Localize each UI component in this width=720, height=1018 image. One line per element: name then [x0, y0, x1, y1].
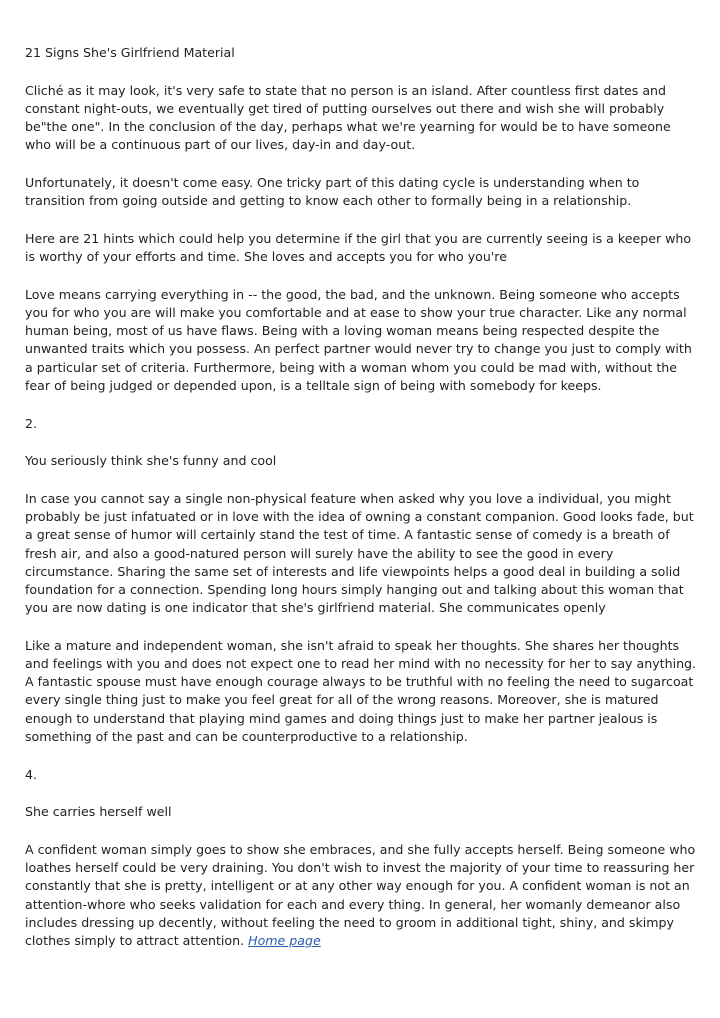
- home-page-link[interactable]: Home page: [248, 933, 321, 949]
- document-page: [25, 44, 697, 970]
- section-4-paragraph: [25, 841, 697, 950]
- intro-paragraph-2: Unfortunately, it doesn't come easy. One tricky part of this dating cycle is understanding when to transition from going outside and getting to know each other to formally being in a relationship.: [25, 175, 640, 209]
- intro-paragraph-3: Here are 21 hints which could help you determine if the girl that you are currently seeing is a keeper who is worthy of your efforts and time. She loves and accepts you for who you're: [25, 230, 692, 265]
- section-2-body: In case you cannot say a single non-physical feature when asked why you love a individual, you might probably be just infatuated or in love with the idea of owning a constant companion. Good looks fade, but a great sense of humor will certainly stand the test of time. A fantastic sense of comedy is a breath of fresh air, and also a good-natured person will surely have the ability to see the good in every circumstance. Sharing the same set of interests and life viewpoints helps a good deal in building a solid foundation for a connection. Spending long hours simply hanging out and talking about this woman that you are now dating is one indicator that she's girlfriend material. She communicates openly: [25, 490, 694, 616]
- section-4-number: 4.: [25, 766, 38, 782]
- section-1-body: Love means carrying everything in -- the good, the bad, and the unknown. Being someone who accepts you for who you are will make you comfortable and at ease to show your true character. Like any normal human being, most of us have flaws. Being with a loving woman means being respected despite the unwanted traits which you possess. An perfect partner would never try to change you just to comply with a particular set of criteria. Furthermore, being with a woman whom you could be mad with, without the fear of being judged or depended upon, is a telltale sign of being with somebody for keeps.: [25, 286, 692, 393]
- document-title: 21 Signs She's Girlfriend Material: [25, 45, 235, 60]
- intro-paragraph-1: Cliché as it may look, it's very safe to state that no person is an island. After countless first dates and constant night-outs, we eventually get tired of putting ourselves out there and wish she will probably be"the one". In the conclusion of the day, perhaps what we're yearning for would be to have someone who will be a continuous part of our lives, day-in and day-out.: [25, 82, 671, 153]
- section-2-heading: You seriously think she's funny and cool: [25, 453, 277, 469]
- section-2-number: 2.: [25, 415, 38, 431]
- section-4-body: A confident woman simply goes to show she embraces, and she fully accepts herself. Being someone who loathes herself could be very draining. You don't wish to invest the majority of your time to reassuring her constantly that she is pretty, intelligent or at any other way enough for you. A confident woman is not an attention-whore who seeks validation for each and every thing. In general, her womanly demeanor also includes dressing up decently, without feeling the need to groom in additional tight, shiny, and skimpy clothes simply to attract attention.: [25, 842, 696, 949]
- section-4-heading: She carries herself well: [25, 804, 172, 820]
- section-3-body: Like a mature and independent woman, she isn't afraid to speak her thoughts. She shares her thoughts and feelings with you and does not expect one to read her mind with no necessity for her to say anything. A fantastic spouse must have enough courage always to be truthful with no feeling the need to sugarcoat every single thing just to make you feel great for all of the wrong reasons. Moreover, she is matured enough to understand that playing mind games and doing things just to make her partner jealous is something of the past and can be counterproductive to a relationship.: [25, 637, 697, 744]
